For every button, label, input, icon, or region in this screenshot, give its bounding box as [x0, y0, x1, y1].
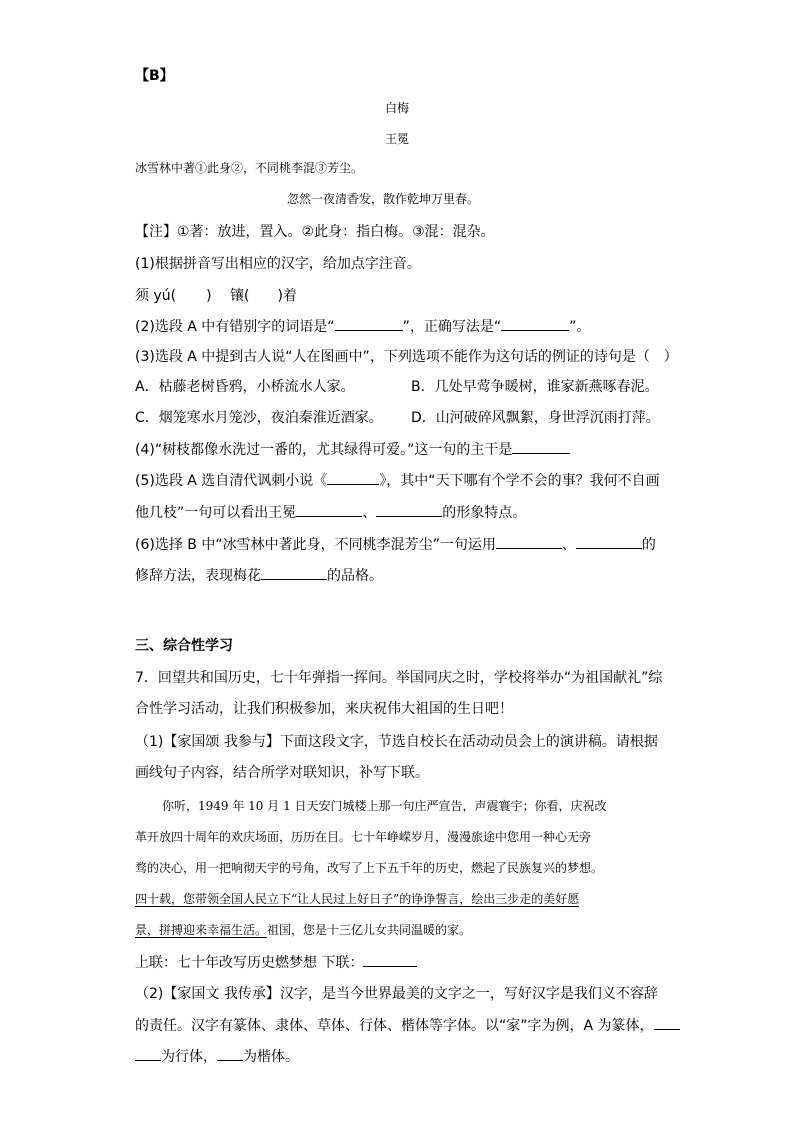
- answer-blank[interactable]: [376, 502, 442, 517]
- poem-title: 白梅: [384, 101, 409, 115]
- option-d[interactable]: D．山河破碎风飘絮，身世浮沉雨打萍。: [411, 410, 660, 426]
- answer-blank[interactable]: [261, 565, 327, 580]
- sub-question-2-line-1: （2)【家国文 我传承】汉字，是当今世界最美的文字之一，写好汉字是我们义不容辞: [135, 986, 658, 1002]
- answer-blank[interactable]: [217, 1046, 243, 1061]
- option-a[interactable]: A．枯藤老树昏鸦，小桥流水人家。: [135, 379, 355, 395]
- sub-question-1-line-1: （1)【家国颂 我参与】下面这段文字，节选自校长在活动动员会上的演讲稿。请根据: [135, 734, 658, 750]
- answer-blank[interactable]: [296, 502, 362, 517]
- question-2: (2)选段 A 中有错别字的词语是“ ”，正确写法是“ ”。: [135, 316, 590, 337]
- section-heading: 三、综合性学习: [135, 638, 233, 654]
- sub-question-2-line-2: 的责任。汉字有篆体、隶体、草体、行体、楷体等字体。以“家”字为例，A 为篆体，: [135, 1015, 680, 1036]
- question-3: (3)选段 A 中提到古人说“人在图画中”，下列选项不能作为这句话的例证的诗句是（ ）: [135, 349, 678, 365]
- answer-blank[interactable]: [327, 470, 379, 485]
- poem-note: 【注】①著：放进，置入。②此身：指白梅。③混：混杂。: [135, 224, 495, 240]
- answer-blank[interactable]: [501, 316, 569, 331]
- question-1-sub: 须 yú( ) 镶( )着: [135, 288, 297, 304]
- speech-line-5: 景，拼搏迎来幸福生活。祖国，您是十三亿儿女共同温暖的家。: [135, 923, 472, 937]
- question-5-line-1: (5)选段 A 选自清代讽刺小说《 》，其中“天下哪有个学不会的事？我何不自画: [135, 470, 660, 491]
- answer-blank[interactable]: [363, 952, 417, 967]
- answer-blank[interactable]: [512, 439, 570, 454]
- question-1: (1)根据拼音写出相应的汉字，给加点字注音。: [135, 256, 421, 272]
- speech-line-1: 你听，1949 年 10 月 1 日天安门城楼上那一句庄严宣告，声震寰宇；你看，庆祝改: [162, 799, 607, 813]
- question-6-line-2: 修辞方法，表现梅花 的品格。: [135, 565, 383, 586]
- speech-line-4: 四十载，您带领全国人民立下“让人民过上好日子”的诤诤誓言，绘出三步走的美好愿: [135, 892, 580, 906]
- question-6-line-1: (6)选择 B 中“冰雪林中著此身，不同桃李混芳尘”一句运用 、 的: [135, 534, 656, 555]
- speech-line-3: 骛的决心，用一把响彻天宇的号角，改写了上下五千年的历史，燃起了民族复兴的梦想。: [135, 861, 604, 875]
- option-c[interactable]: C．烟笼寒水月笼沙，夜泊秦淮近酒家。: [135, 410, 383, 426]
- answer-blank[interactable]: [135, 1046, 161, 1061]
- speech-line-2: 革开放四十周年的欢庆场面，历历在目。七十年峥嵘岁月，漫漫旅途中您用一种心无旁: [135, 830, 592, 844]
- option-b[interactable]: B．几处早莺争暖树，谁家新燕啄春泥。: [411, 379, 659, 395]
- question-4: (4)“树枝都像水洗过一番的，尤其绿得可爱。”这一句的主干是: [135, 439, 570, 460]
- sub-question-2-line-3: 为行体， 为楷体。: [135, 1046, 299, 1067]
- sub-question-1-line-2: 画线句子内容，结合所学对联知识，补写下联。: [135, 765, 429, 781]
- question-7-line-2: 合性学习活动，让我们积极参加，来庆祝伟大祖国的生日吧！: [135, 701, 513, 717]
- poem-author: 王冕: [384, 132, 409, 146]
- answer-blank[interactable]: [576, 534, 642, 549]
- couplet-line: 上联：七十年改写历史燃梦想 下联：: [135, 952, 417, 973]
- answer-blank[interactable]: [654, 1015, 680, 1030]
- question-7-line-1: 7．回望共和国历史，七十年弹指一挥间。举国同庆之时，学校将举办“为祖国献礼”综: [135, 670, 663, 686]
- answer-blank[interactable]: [496, 534, 562, 549]
- poem-line-1: 冰雪林中著①此身②，不同桃李混③芳尘。: [135, 161, 364, 175]
- section-b-label: 【B】: [135, 68, 174, 84]
- question-5-line-2: 他几枝”一句可以看出王冕 、 的形象特点。: [135, 502, 526, 523]
- answer-blank[interactable]: [335, 316, 403, 331]
- poem-line-2: 忽然一夜清香发，散作乾坤万里春。: [287, 192, 480, 206]
